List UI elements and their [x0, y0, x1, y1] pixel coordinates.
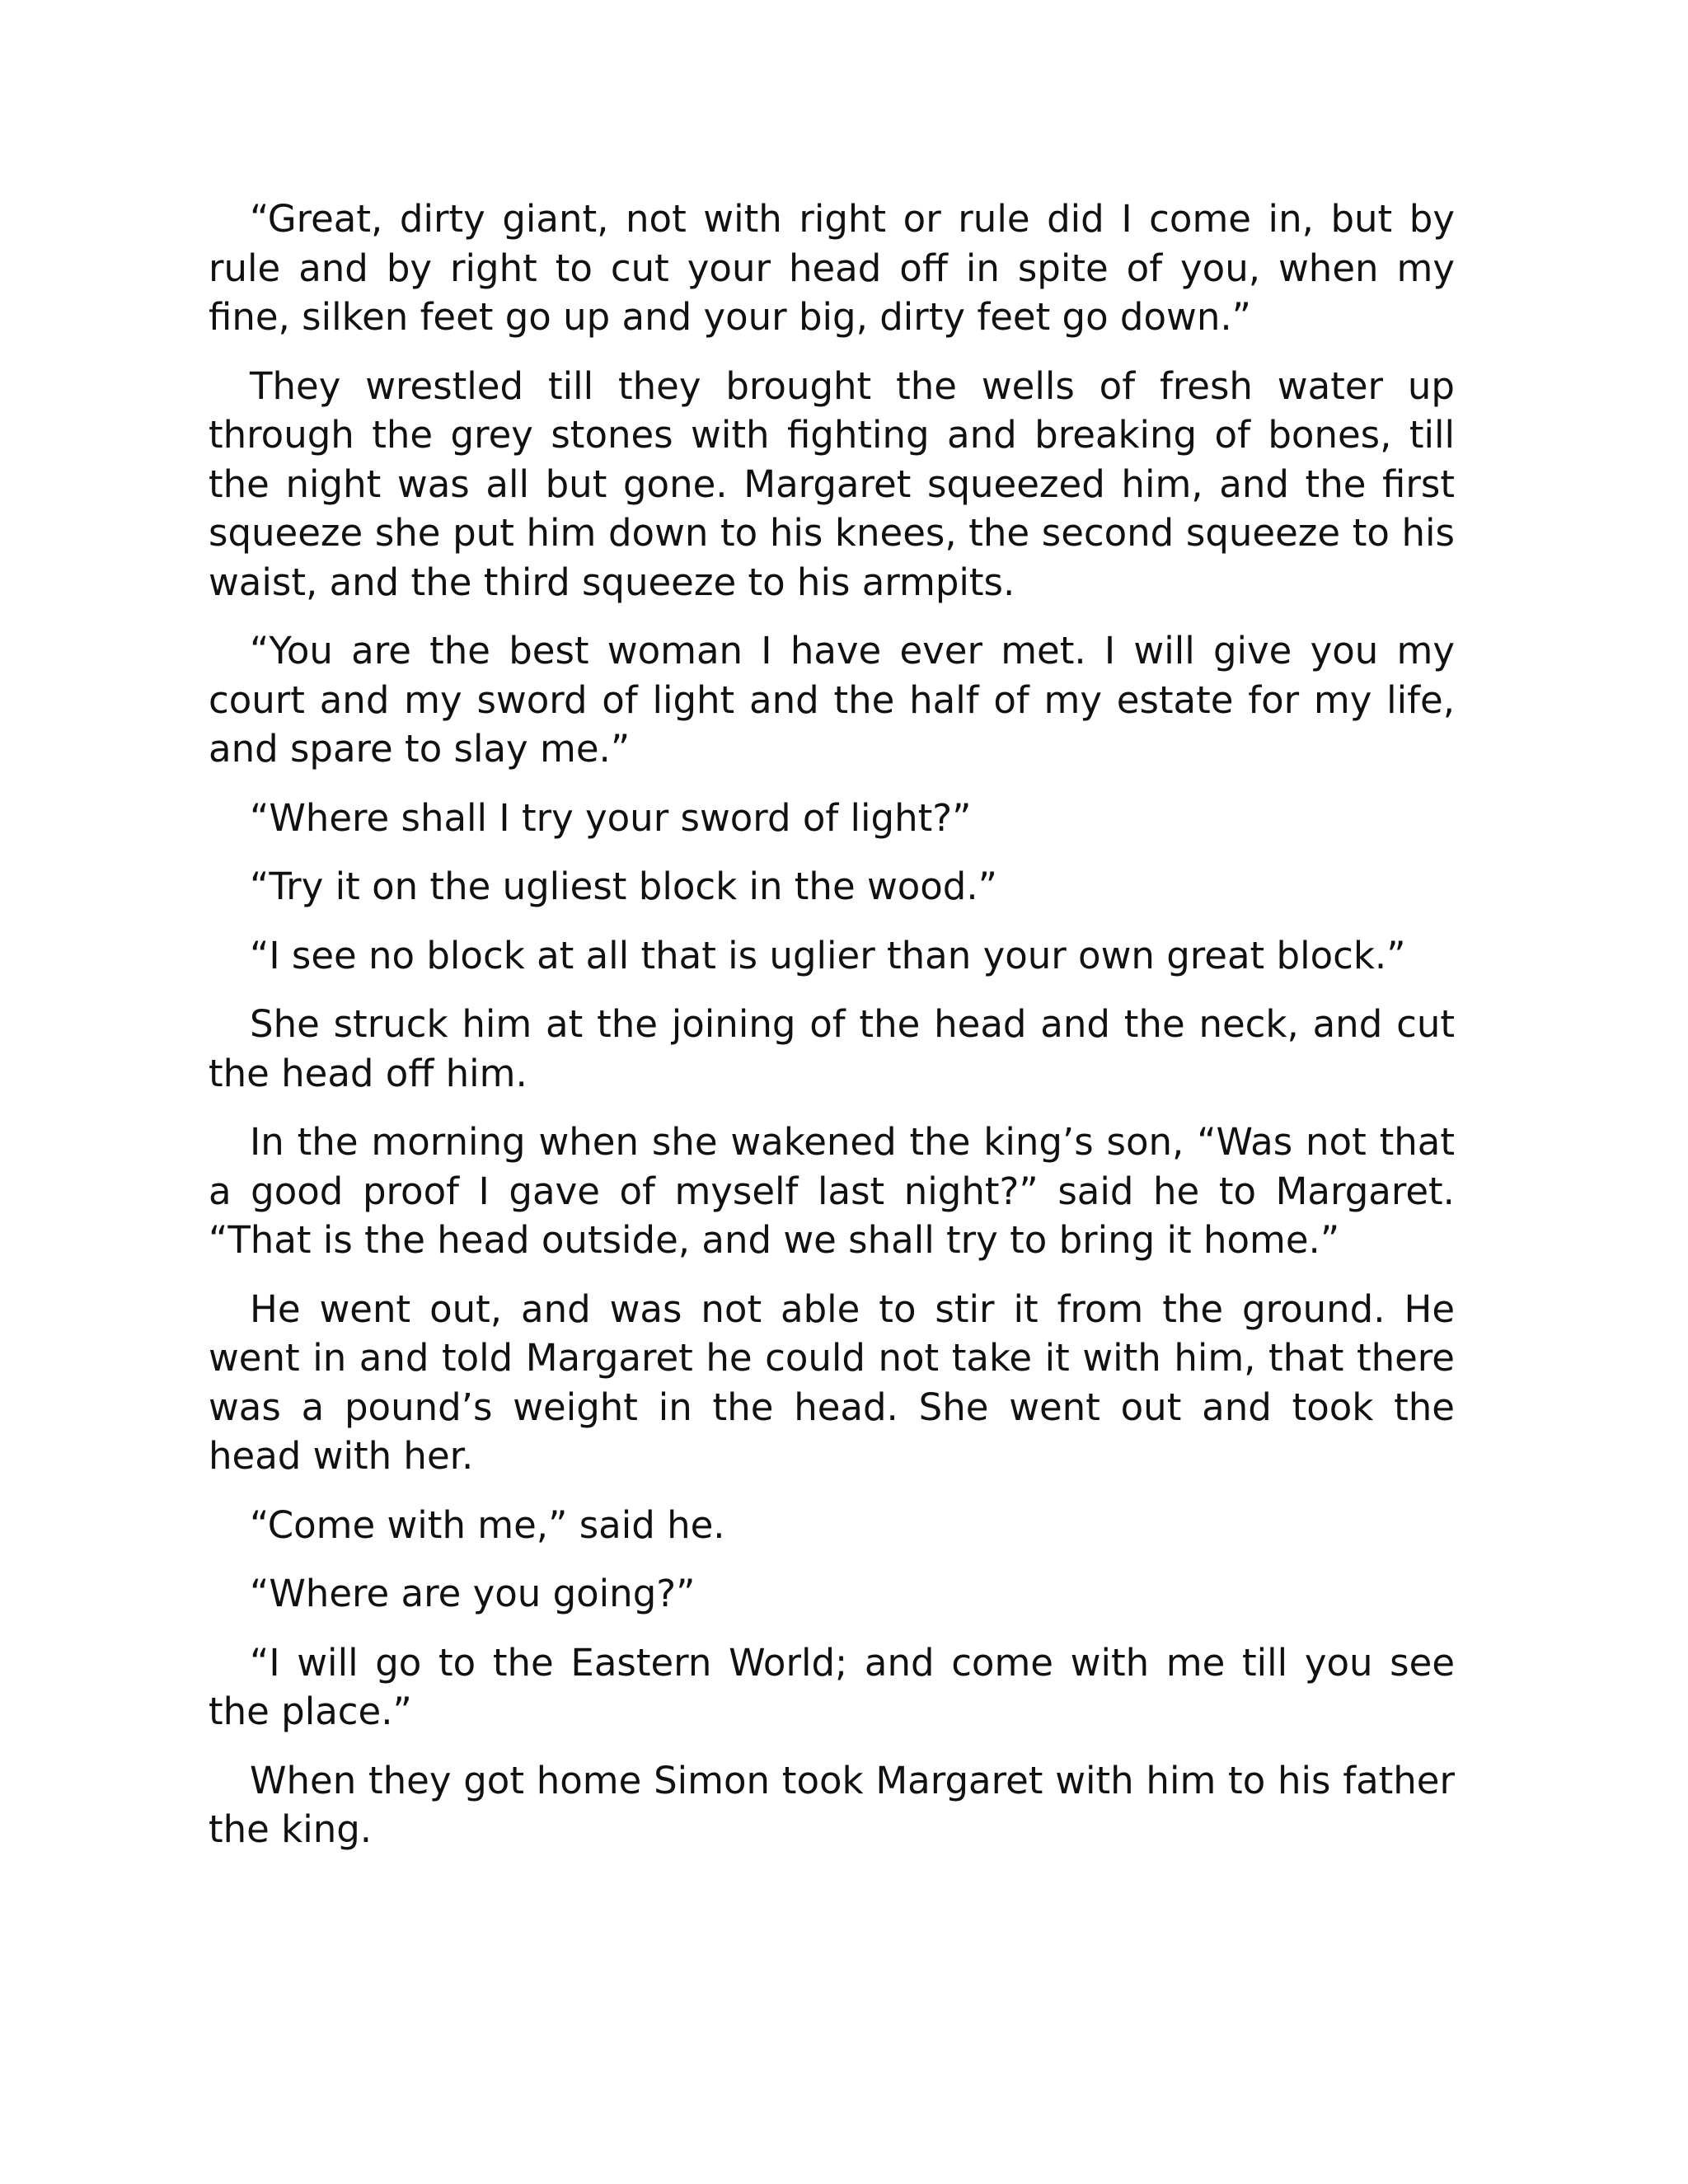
paragraph-13: When they got home Simon took Margaret with him to his father the king.: [209, 1758, 1455, 1851]
paragraph-8: In the morning when she wakened the king’s son, “Was not that a good proof I gave of myself last night?” said he to Margaret. “That is the head outside, and we shall try to bring it home.”: [209, 1120, 1455, 1262]
paragraph-1: “Great, dirty giant, not with right or rule did I come in, but by rule and by right to cut your head off in spite of you, when my fine, silken feet go up and your big, dirty feet go down.”: [209, 197, 1455, 339]
paragraph-2: They wrestled till they brought the wells of fresh water up through the grey stones with fighting and breaking of bones, till the night was all but gone. Margaret squeezed him, and the first squeeze she put him down to his knees, the second squeeze to his waist, and the third squeeze to his armpits.: [209, 363, 1455, 604]
paragraph-10: “Come with me,” said he.: [250, 1502, 725, 1547]
paragraph-11: “Where are you going?”: [250, 1572, 696, 1615]
paragraph-6: “I see no block at all that is uglier than your own great block.”: [250, 933, 1406, 977]
paragraph-12: “I will go to the Eastern World; and come with me till you see the place.”: [209, 1640, 1455, 1733]
paragraph-9: He went out, and was not able to stir it from the ground. He went in and told Margaret he could not take it with him, that there was a pound’s weight in the head. She went out and took the head with her.: [209, 1286, 1455, 1478]
paragraph-3: “You are the best woman I have ever met. I will give you my court and my sword of light and the half of my estate for my life, and spare to slay me.”: [209, 629, 1455, 771]
paragraph-7: She struck him at the joining of the head and the neck, and cut the head off him.: [209, 1002, 1455, 1095]
paragraph-4: “Where shall I try your sword of light?”: [250, 795, 972, 840]
paragraph-5: “Try it on the ugliest block in the wood.”: [250, 865, 997, 908]
story-text: [209, 194, 1455, 1874]
